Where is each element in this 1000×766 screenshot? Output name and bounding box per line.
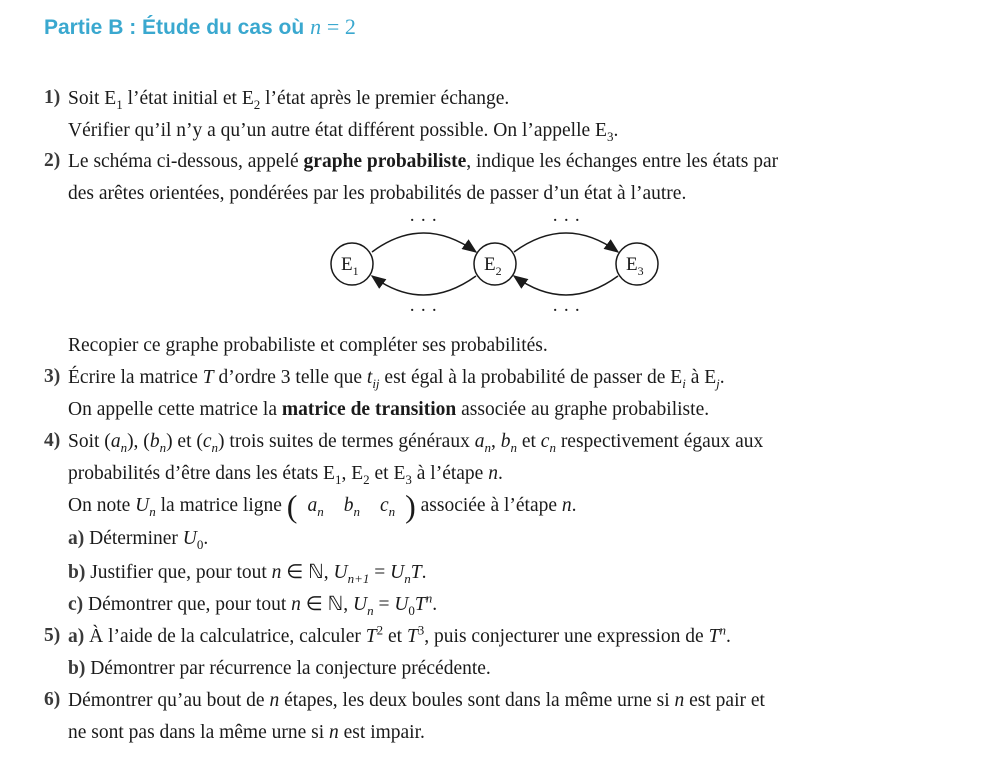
node-e2-label: $E_2$ (484, 254, 502, 278)
title-text: Partie B : Étude du cas où (44, 16, 305, 39)
question-4b: b) Justifier que, pour tout n ∈ ℕ, $U_{n+1} = U_nT$. (68, 562, 427, 586)
edge-e2-e1 (372, 276, 476, 295)
question-6-number: 6) (44, 689, 61, 710)
question-2-line-3: Recopier ce graphe probabiliste et compléter ses probabilités. (68, 335, 548, 356)
question-1-number: 1) (44, 87, 61, 108)
row-matrix: $a_n$ $b_n$ $c_n$ (307, 495, 396, 519)
question-3-number: 3) (44, 366, 61, 387)
question-4-line-1: Soit $(a_n)$, $(b_n)$ et $(c_n)$ trois suites de termes généraux $a_n$, $b_n$ et $c_n$ respectivement égaux aux (68, 431, 764, 455)
title-equation: = 2 (326, 14, 356, 39)
question-4-number: 4) (44, 430, 61, 451)
edge-e1-e2 (372, 233, 476, 252)
weight-e1-e2: · · · (409, 210, 438, 231)
node-e3-label: $E_3$ (626, 254, 644, 278)
question-1-line-2: Vérifier qu’il n’y a qu’un autre état différent possible. On l’appelle $E_3$. (68, 120, 619, 144)
question-3-line-2: On appelle cette matrice la matrice de transition associée au graphe probabiliste. (68, 399, 710, 420)
edge-e2-e3 (514, 233, 618, 252)
question-5-number: 5) (44, 625, 61, 646)
question-1-line-1: Soit $E_1$ l’état initial et $E_2$ l’état après le premier échange. (68, 88, 510, 112)
node-e1-label: $E_1$ (341, 254, 359, 278)
question-6-line-2: ne sont pas dans la même urne si n est impair. (68, 722, 425, 743)
question-2-number: 2) (44, 150, 61, 171)
question-3-line-1: Écrire la matrice T d’ordre 3 telle que $t_{ij}$ est égal à la probabilité de passer de $E_i$ à $E_j$. (68, 367, 725, 391)
question-5b: b) Démontrer par récurrence la conjecture précédente. (68, 658, 491, 679)
question-4-line-2: probabilités d’être dans les états $E_1$, $E_2$ et $E_3$ à l’étape n. (68, 463, 503, 487)
weight-e3-e2: · · · (552, 300, 581, 321)
edge-e3-e2 (514, 276, 618, 295)
question-6-line-1: Démontrer qu’au bout de n étapes, les deux boules sont dans la même urne si n est pair et (68, 690, 765, 711)
weight-e2-e1: · · · (409, 300, 438, 321)
question-4a: a) Déterminer $U_0$. (68, 528, 209, 552)
question-2-line-2: des arêtes orientées, pondérées par les probabilités de passer d’un état à l’autre. (68, 183, 687, 204)
weight-e2-e3: · · · (552, 210, 581, 231)
question-5a: a) À l’aide de la calculatrice, calculer $T^2$ et $T^3$, puis conjecturer une expression de $T^n$. (68, 622, 731, 647)
question-4c: c) Démontrer que, pour tout n ∈ ℕ, $U_n = U_0T^n$. (68, 590, 438, 618)
title-variable: n (310, 14, 322, 39)
question-4-line-3: On note $U_n$ la matrice ligne ( $a_n$ $b_n$ $c_n$ ) associée à l’étape n. (68, 488, 577, 524)
question-2-line-1: Le schéma ci-dessous, appelé graphe probabiliste, indique les échanges entre les états par (68, 151, 779, 172)
